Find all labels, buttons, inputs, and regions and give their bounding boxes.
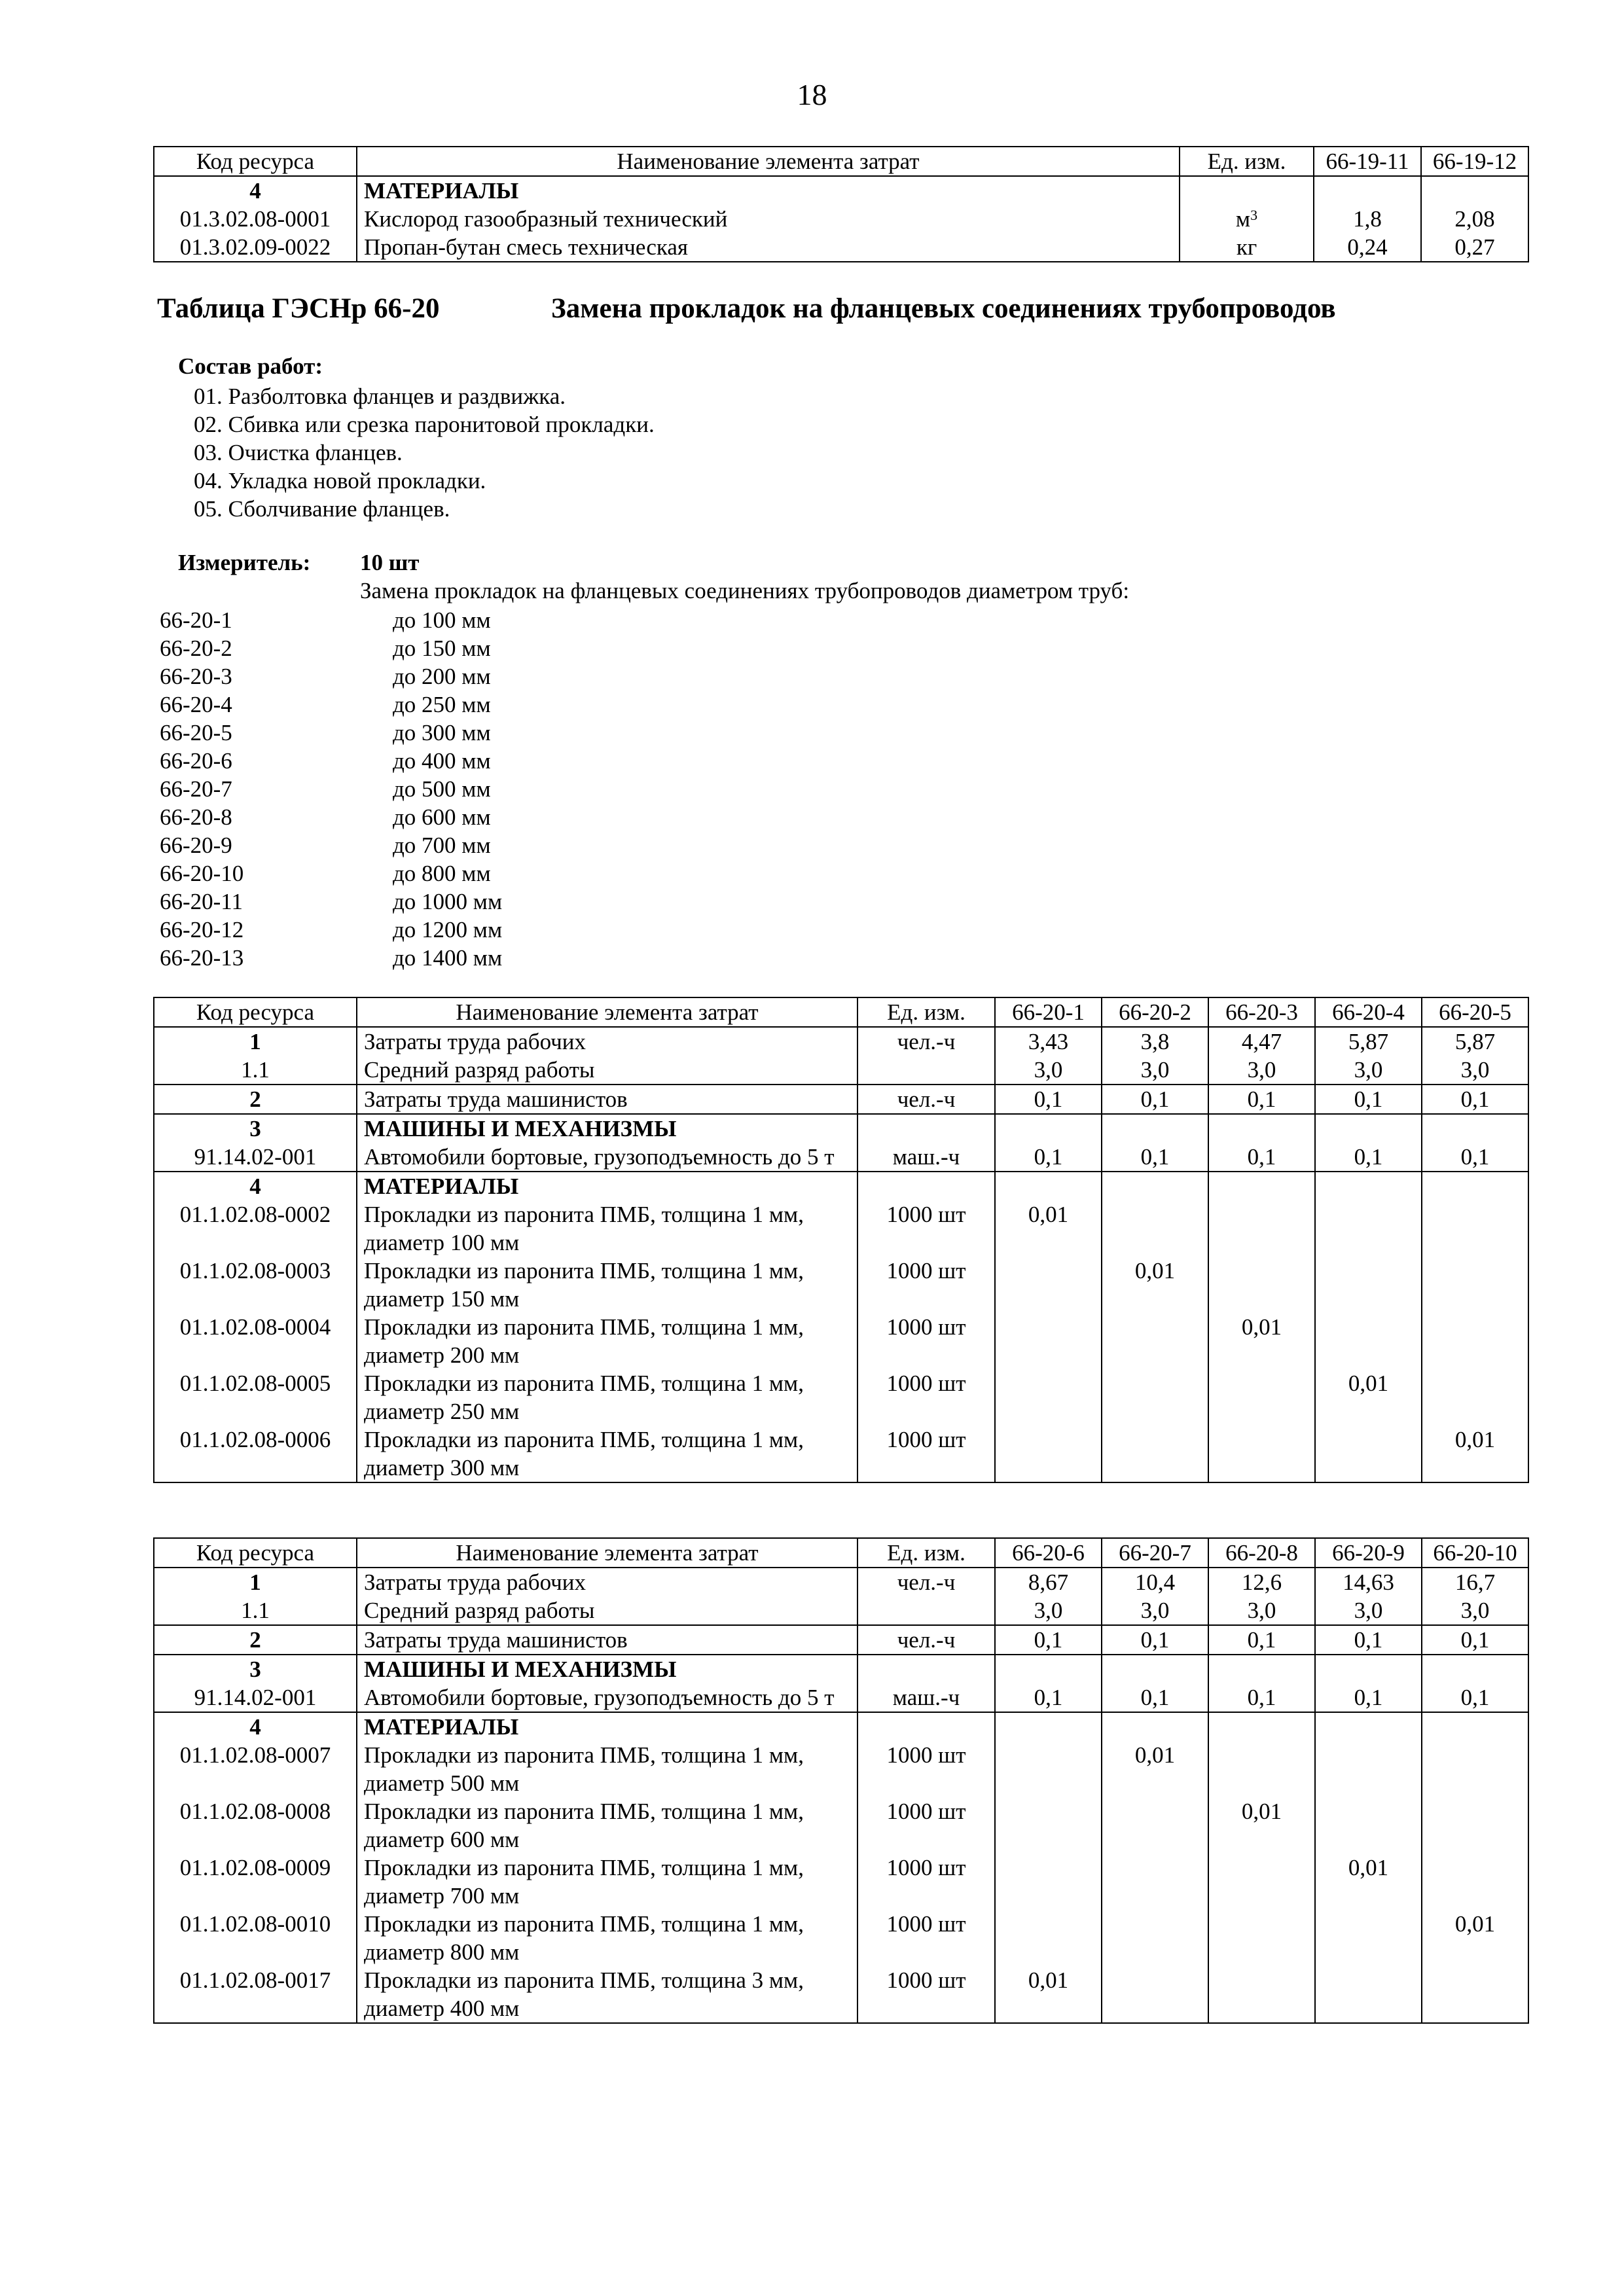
header-cell: 66-20-4 [1315, 997, 1422, 1027]
value-cell: 0,01 [1315, 1369, 1422, 1426]
value-cell [995, 1797, 1102, 1854]
value-cell: 0,1 [995, 1085, 1102, 1114]
value-cell [1102, 1966, 1208, 2023]
header-cell: 66-19-11 [1314, 147, 1421, 176]
resource-code: 01.1.02.08-0008 [154, 1797, 357, 1854]
resource-unit: 1000 шт [857, 1741, 995, 1797]
table-row [154, 1854, 1528, 1910]
resource-unit [857, 1596, 995, 1625]
value-cell [1208, 1200, 1315, 1257]
resource-code: 1.1 [154, 1596, 357, 1625]
value-cell: 10,4 [1102, 1568, 1208, 1596]
resource-code: 01.1.02.08-0002 [154, 1200, 357, 1257]
resource-code: 1 [154, 1568, 357, 1596]
spec-code: 66-20-10 [160, 861, 244, 886]
resource-name: Пропан-бутан смесь техническая [357, 233, 1180, 262]
resource-name: Средний разряд работы [357, 1596, 857, 1625]
value-cell [995, 1313, 1102, 1369]
resource-unit: 1000 шт [857, 1854, 995, 1910]
value-cell: 4,47 [1208, 1027, 1315, 1056]
spec-value: до 1000 мм [393, 889, 503, 914]
resource-unit: 1000 шт [857, 1797, 995, 1854]
resource-unit: 1000 шт [857, 1257, 995, 1313]
header-cell: Код ресурса [154, 1538, 357, 1568]
value-cell [1102, 1854, 1208, 1910]
value-cell: 0,1 [1422, 1085, 1528, 1114]
value-cell [1315, 1910, 1422, 1966]
spec-value: до 700 мм [393, 833, 491, 858]
value-cell [1208, 1741, 1315, 1797]
header-cell: 66-20-8 [1208, 1538, 1315, 1568]
value-cell [1422, 1797, 1528, 1854]
header-cell: Наименование элемента затрат [357, 1538, 857, 1568]
value-cell: 0,1 [1315, 1683, 1422, 1712]
value-cell [995, 1369, 1102, 1426]
value-cell: 3,43 [995, 1027, 1102, 1056]
resource-unit [1180, 205, 1314, 233]
resource-code: 91.14.02-001 [154, 1143, 357, 1172]
resource-unit: 1000 шт [857, 1313, 995, 1369]
value-cell [1102, 1910, 1208, 1966]
table-row [154, 1085, 1528, 1114]
value-cell: 0,1 [995, 1143, 1102, 1172]
table-title-name: Замена прокладок на фланцевых соединениях трубопроводов [551, 293, 1336, 324]
value-cell [1315, 1966, 1422, 2023]
value-cell: 0,1 [1208, 1683, 1315, 1712]
resource-code: 01.1.02.08-0003 [154, 1257, 357, 1313]
value-cell: 3,0 [1315, 1596, 1422, 1625]
unit-superscript: 3 [1250, 207, 1258, 223]
value-cell: 3,0 [1315, 1056, 1422, 1085]
resource-unit: чел.-ч [857, 1568, 995, 1596]
value-cell [1315, 1426, 1422, 1482]
table-header-row [154, 997, 1528, 1027]
meter-description: Замена прокладок на фланцевых соединениях трубопроводов диаметром труб: [360, 578, 1130, 603]
spec-value: до 800 мм [393, 861, 491, 886]
resource-unit: 1000 шт [857, 1910, 995, 1966]
value-cell [1208, 1369, 1315, 1426]
table-row [154, 1369, 1528, 1426]
value-cell: 0,01 [1422, 1910, 1528, 1966]
table-row [154, 233, 1528, 262]
spec-value: до 500 мм [393, 776, 491, 802]
header-cell: Ед. изм. [1180, 147, 1314, 176]
value-cell: 0,1 [1102, 1625, 1208, 1655]
value-cell [1422, 1741, 1528, 1797]
table-row [154, 1143, 1528, 1172]
value-cell: 3,0 [1102, 1596, 1208, 1625]
value-cell [1102, 1797, 1208, 1854]
resource-unit: маш.-ч [857, 1143, 995, 1172]
group-name: МАШИНЫ И МЕХАНИЗМЫ [357, 1114, 857, 1143]
resource-code: 01.1.02.08-0010 [154, 1910, 357, 1966]
table-row [154, 1596, 1528, 1625]
resource-code: 2 [154, 1625, 357, 1655]
table-row [154, 1313, 1528, 1369]
value-cell: 14,63 [1315, 1568, 1422, 1596]
value-cell: 8,67 [995, 1568, 1102, 1596]
value-cell: 0,1 [1102, 1143, 1208, 1172]
spec-value-list [393, 606, 502, 972]
spec-code-list [160, 606, 244, 972]
group-row [154, 1172, 1528, 1200]
value-cell: 3,0 [1422, 1056, 1528, 1085]
value-cell: 0,27 [1421, 233, 1528, 262]
resource-name: Кислород газообразный технический [357, 205, 1180, 233]
resource-code: 01.1.02.08-0017 [154, 1966, 357, 2023]
value-cell [1422, 1200, 1528, 1257]
value-cell [1208, 1257, 1315, 1313]
header-cell: 66-20-6 [995, 1538, 1102, 1568]
value-cell [1208, 1910, 1315, 1966]
header-cell: Наименование элемента затрат [357, 997, 857, 1027]
resource-name: Прокладки из паронита ПМБ, толщина 1 мм, диаметр 150 мм [357, 1257, 857, 1313]
resource-name: Затраты труда рабочих [357, 1568, 857, 1596]
table-row [154, 1027, 1528, 1056]
resource-code: 01.1.02.08-0009 [154, 1854, 357, 1910]
header-cell: Код ресурса [154, 997, 357, 1027]
value-cell: 2,08 [1421, 205, 1528, 233]
resource-name: Прокладки из паронита ПМБ, толщина 1 мм, диаметр 250 мм [357, 1369, 857, 1426]
value-cell: 0,01 [1102, 1741, 1208, 1797]
group-code: 3 [154, 1655, 357, 1683]
resource-name: Прокладки из паронита ПМБ, толщина 1 мм, диаметр 700 мм [357, 1854, 857, 1910]
header-cell: 66-20-1 [995, 997, 1102, 1027]
header-cell: 66-20-10 [1422, 1538, 1528, 1568]
spec-value: до 1200 мм [393, 917, 503, 942]
header-cell: Наименование элемента затрат [357, 147, 1180, 176]
group-row [154, 1655, 1528, 1683]
spec-value: до 250 мм [393, 692, 491, 717]
table-row [154, 1568, 1528, 1596]
value-cell: 0,01 [1208, 1313, 1315, 1369]
value-cell: 0,01 [1422, 1426, 1528, 1482]
value-cell [1102, 1313, 1208, 1369]
group-name: МАШИНЫ И МЕХАНИЗМЫ [357, 1655, 857, 1683]
meter-value: 10 шт [360, 550, 420, 575]
value-cell: 5,87 [1422, 1027, 1528, 1056]
value-cell [1422, 1854, 1528, 1910]
header-cell: Ед. изм. [857, 1538, 995, 1568]
resource-table-b [153, 1537, 1529, 2024]
value-cell [995, 1854, 1102, 1910]
value-cell: 0,1 [995, 1683, 1102, 1712]
spec-code: 66-20-9 [160, 833, 232, 858]
header-cell: 66-19-12 [1421, 147, 1528, 176]
header-cell: Ед. изм. [857, 997, 995, 1027]
header-cell: 66-20-5 [1422, 997, 1528, 1027]
resource-name: Прокладки из паронита ПМБ, толщина 1 мм, диаметр 300 мм [357, 1426, 857, 1482]
table-row [154, 1741, 1528, 1797]
composition-item: 02. Сбивка или срезка паронитовой прокладки. [194, 412, 655, 437]
resource-code: 01.1.02.08-0004 [154, 1313, 357, 1369]
resource-name: Затраты труда машинистов [357, 1625, 857, 1655]
value-cell: 3,0 [1208, 1056, 1315, 1085]
top-resource-table [153, 146, 1529, 262]
value-cell: 0,01 [995, 1200, 1102, 1257]
header-cell: 66-20-7 [1102, 1538, 1208, 1568]
resource-code: 01.1.02.08-0005 [154, 1369, 357, 1426]
table-row [154, 205, 1528, 233]
value-cell [1208, 1854, 1315, 1910]
resource-code: 1 [154, 1027, 357, 1056]
resource-code: 91.14.02-001 [154, 1683, 357, 1712]
composition-list [194, 382, 655, 523]
spec-value: до 100 мм [393, 607, 491, 633]
group-code: 3 [154, 1114, 357, 1143]
composition-item: 04. Укладка новой прокладки. [194, 468, 486, 493]
value-cell: 0,1 [1315, 1085, 1422, 1114]
resource-unit: маш.-ч [857, 1683, 995, 1712]
value-cell: 0,1 [1422, 1143, 1528, 1172]
resource-name: Прокладки из паронита ПМБ, толщина 3 мм, диаметр 400 мм [357, 1966, 857, 2023]
table-header-row [154, 147, 1528, 176]
value-cell: 0,01 [1102, 1257, 1208, 1313]
group-name: МАТЕРИАЛЫ [357, 1172, 857, 1200]
value-cell: 12,6 [1208, 1568, 1315, 1596]
resource-name: Средний разряд работы [357, 1056, 857, 1085]
resource-code: 01.3.02.08-0001 [154, 205, 357, 233]
table-row [154, 1625, 1528, 1655]
table-row [154, 1797, 1528, 1854]
group-code: 4 [154, 1172, 357, 1200]
header-cell: 66-20-3 [1208, 997, 1315, 1027]
resource-code: 01.1.02.08-0006 [154, 1426, 357, 1482]
resource-unit [857, 1056, 995, 1085]
value-cell: 3,0 [1208, 1596, 1315, 1625]
table-row [154, 1200, 1528, 1257]
resource-code: 01.3.02.09-0022 [154, 233, 357, 262]
table-row [154, 1426, 1528, 1482]
resource-name: Затраты труда машинистов [357, 1085, 857, 1114]
table-title-code: Таблица ГЭСНр 66-20 [157, 293, 440, 324]
value-cell [995, 1741, 1102, 1797]
value-cell [1102, 1200, 1208, 1257]
value-cell: 3,0 [995, 1596, 1102, 1625]
spec-value: до 200 мм [393, 664, 491, 689]
value-cell: 0,1 [1315, 1143, 1422, 1172]
value-cell [1102, 1369, 1208, 1426]
group-row [154, 176, 1528, 205]
spec-code: 66-20-2 [160, 636, 232, 661]
value-cell [995, 1257, 1102, 1313]
value-cell [1315, 1257, 1422, 1313]
table-row [154, 1683, 1528, 1712]
resource-name: Прокладки из паронита ПМБ, толщина 1 мм, диаметр 100 мм [357, 1200, 857, 1257]
spec-value: до 150 мм [393, 636, 491, 661]
resource-code: 1.1 [154, 1056, 357, 1085]
value-cell [1315, 1797, 1422, 1854]
value-cell [1422, 1966, 1528, 2023]
group-name: МАТЕРИАЛЫ [357, 1712, 857, 1741]
resource-name: Прокладки из паронита ПМБ, толщина 1 мм, диаметр 500 мм [357, 1741, 857, 1797]
header-cell: 66-20-9 [1315, 1538, 1422, 1568]
resource-unit: 1000 шт [857, 1200, 995, 1257]
value-cell: 3,0 [1422, 1596, 1528, 1625]
value-cell [1208, 1426, 1315, 1482]
table-row [154, 1056, 1528, 1085]
value-cell [1422, 1257, 1528, 1313]
unit-text: м [1235, 206, 1251, 232]
resource-code: 2 [154, 1085, 357, 1114]
value-cell: 3,0 [1102, 1056, 1208, 1085]
spec-code: 66-20-12 [160, 917, 244, 942]
table-row [154, 1966, 1528, 2023]
spec-value: до 300 мм [393, 720, 491, 745]
value-cell [995, 1426, 1102, 1482]
table-row [154, 1910, 1528, 1966]
meter-label: Измеритель: [178, 550, 311, 575]
value-cell: 0,01 [1315, 1854, 1422, 1910]
composition-item: 05. Сболчивание фланцев. [194, 496, 450, 522]
value-cell: 3,0 [995, 1056, 1102, 1085]
group-row [154, 1712, 1528, 1741]
resource-unit: 1000 шт [857, 1369, 995, 1426]
composition-item: 01. Разболтовка фланцев и раздвижка. [194, 384, 566, 409]
page-number: 18 [797, 78, 827, 111]
table-row [154, 1257, 1528, 1313]
resource-unit: кг [1180, 233, 1314, 262]
value-cell: 3,8 [1102, 1027, 1208, 1056]
resource-code: 01.1.02.08-0007 [154, 1741, 357, 1797]
resource-unit: чел.-ч [857, 1027, 995, 1056]
value-cell: 0,1 [1422, 1683, 1528, 1712]
value-cell: 0,01 [995, 1966, 1102, 2023]
resource-table-a [153, 997, 1529, 1483]
composition-label: Состав работ: [178, 353, 323, 379]
table-header-row [154, 1538, 1528, 1568]
header-cell: 66-20-2 [1102, 997, 1208, 1027]
value-cell: 0,1 [1208, 1625, 1315, 1655]
resource-unit: чел.-ч [857, 1085, 995, 1114]
spec-code: 66-20-4 [160, 692, 232, 717]
spec-value: до 400 мм [393, 748, 491, 774]
value-cell: 0,1 [1208, 1085, 1315, 1114]
value-cell [1422, 1369, 1528, 1426]
value-cell: 0,1 [1102, 1085, 1208, 1114]
value-cell [1315, 1741, 1422, 1797]
resource-name: Прокладки из паронита ПМБ, толщина 1 мм, диаметр 200 мм [357, 1313, 857, 1369]
resource-unit: 1000 шт [857, 1966, 995, 2023]
resource-name: Прокладки из паронита ПМБ, толщина 1 мм, диаметр 600 мм [357, 1797, 857, 1854]
header-cell: Код ресурса [154, 147, 357, 176]
value-cell: 0,1 [1315, 1625, 1422, 1655]
value-cell: 1,8 [1314, 205, 1421, 233]
group-code: 4 [154, 1712, 357, 1741]
spec-code: 66-20-1 [160, 607, 232, 633]
spec-code: 66-20-5 [160, 720, 232, 745]
value-cell [1208, 1966, 1315, 2023]
value-cell: 0,24 [1314, 233, 1421, 262]
group-name: МАТЕРИАЛЫ [357, 176, 1180, 205]
value-cell: 0,1 [1102, 1683, 1208, 1712]
composition-item: 03. Очистка фланцев. [194, 440, 403, 465]
resource-unit: 1000 шт [857, 1426, 995, 1482]
value-cell [1315, 1313, 1422, 1369]
spec-code: 66-20-8 [160, 804, 232, 830]
group-row [154, 1114, 1528, 1143]
resource-name: Прокладки из паронита ПМБ, толщина 1 мм, диаметр 800 мм [357, 1910, 857, 1966]
group-code: 4 [154, 176, 357, 205]
resource-name: Автомобили бортовые, грузоподъемность до 5 т [357, 1143, 857, 1172]
resource-name: Затраты труда рабочих [357, 1027, 857, 1056]
spec-code: 66-20-3 [160, 664, 232, 689]
resource-unit: чел.-ч [857, 1625, 995, 1655]
value-cell [1315, 1200, 1422, 1257]
spec-code: 66-20-11 [160, 889, 244, 914]
resource-name: Автомобили бортовые, грузоподъемность до 5 т [357, 1683, 857, 1712]
spec-value: до 600 мм [393, 804, 491, 830]
spec-code: 66-20-6 [160, 748, 232, 774]
value-cell [995, 1910, 1102, 1966]
value-cell: 0,1 [1422, 1625, 1528, 1655]
value-cell [1102, 1426, 1208, 1482]
value-cell: 0,1 [995, 1625, 1102, 1655]
value-cell [1422, 1313, 1528, 1369]
value-cell: 5,87 [1315, 1027, 1422, 1056]
value-cell: 16,7 [1422, 1568, 1528, 1596]
spec-code: 66-20-7 [160, 776, 232, 802]
value-cell: 0,01 [1208, 1797, 1315, 1854]
spec-value: до 1400 мм [393, 945, 503, 971]
value-cell: 0,1 [1208, 1143, 1315, 1172]
spec-code: 66-20-13 [160, 945, 244, 971]
